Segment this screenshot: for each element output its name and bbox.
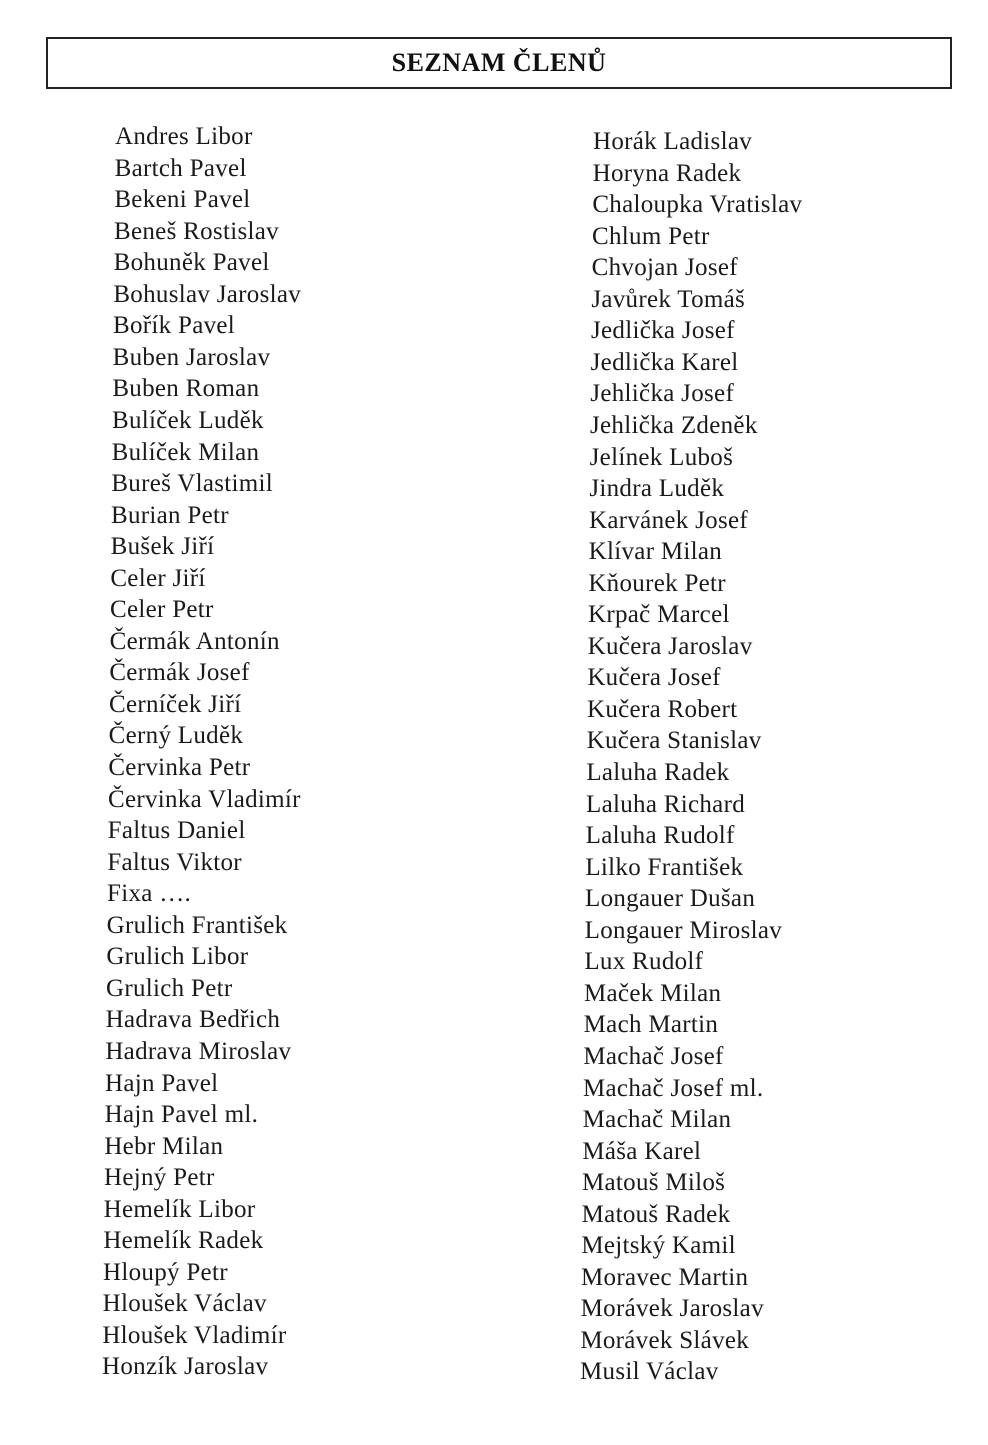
member-name: Celer Petr	[110, 596, 214, 624]
page-title: SEZNAM ČLENŮ	[391, 48, 607, 77]
member-name: Chlum Petr	[592, 222, 710, 250]
member-name: Kučera Robert	[587, 695, 738, 723]
member-name: Morávek Jaroslav	[580, 1295, 764, 1323]
member-name: Grulich Petr	[106, 974, 233, 1002]
member-name: Klívar Milan	[588, 538, 723, 566]
member-name: Máša Karel	[582, 1137, 702, 1165]
member-name: Hloupý Petr	[103, 1258, 228, 1286]
member-name: Burian Petr	[111, 501, 229, 529]
member-name: Chaloupka Vratislav	[592, 191, 803, 219]
member-name: Černíček Jiří	[109, 690, 242, 718]
member-name: Hadrava Miroslav	[105, 1037, 292, 1065]
member-name: Lilko František	[585, 853, 744, 881]
member-name: Moravec Martin	[581, 1263, 749, 1291]
member-name: Beneš Rostislav	[114, 217, 279, 245]
member-name: Hajn Pavel	[105, 1069, 219, 1097]
member-name: Kučera Josef	[587, 664, 721, 692]
member-name: Horyna Radek	[592, 159, 742, 187]
member-name: Honzík Jaroslav	[102, 1353, 269, 1381]
member-name: Horák Ladislav	[593, 128, 753, 155]
member-name: Hloušek Václav	[102, 1290, 267, 1318]
member-name: Červinka Petr	[108, 754, 251, 781]
member-name: Červinka Vladimír	[108, 785, 301, 813]
member-name: Karvánek Josef	[589, 506, 748, 534]
member-name: Musil Václav	[580, 1358, 719, 1386]
member-name: Faltus Viktor	[107, 848, 242, 876]
member-name: Jelínek Luboš	[589, 443, 734, 471]
member-name: Hajn Pavel ml.	[104, 1101, 259, 1129]
member-name: Černý Luděk	[108, 722, 244, 750]
member-name: Javůrek Tomáš	[591, 285, 746, 313]
member-name: Matouš Miloš	[582, 1169, 726, 1197]
member-name: Jindra Luděk	[589, 475, 725, 503]
member-name: Machač Josef ml.	[583, 1074, 764, 1102]
member-name: Machač Milan	[582, 1106, 732, 1134]
member-name: Hloušek Vladimír	[102, 1321, 287, 1349]
member-name: Bulíček Luděk	[112, 406, 264, 434]
member-name: Longauer Miroslav	[584, 916, 783, 944]
member-name: Mejtský Kamil	[581, 1232, 736, 1260]
member-name: Hemelík Libor	[103, 1195, 256, 1223]
member-name: Bureš Vlastimil	[111, 470, 274, 498]
member-name: Celer Jiří	[110, 564, 206, 592]
member-name: Fixa ….	[107, 880, 192, 908]
member-name: Faltus Daniel	[107, 817, 246, 845]
member-name: Čermák Antonín	[109, 627, 280, 655]
member-name: Jehlička Zdeněk	[590, 411, 758, 439]
member-name: Kňourek Petr	[588, 569, 726, 597]
member-name: Hemelík Radek	[103, 1227, 264, 1255]
member-name: Mach Martin	[583, 1011, 719, 1039]
member-name: Kučera Jaroslav	[587, 632, 753, 660]
member-name: Bekeni Pavel	[114, 186, 251, 214]
member-name: Jedlička Josef	[591, 317, 735, 345]
member-name: Laluha Richard	[586, 790, 745, 818]
member-name: Grulich Libor	[106, 943, 249, 971]
member-name: Buben Jaroslav	[112, 343, 271, 371]
member-name: Bořík Pavel	[113, 312, 236, 340]
member-name: Andres Libor	[115, 123, 253, 150]
member-name: Longauer Dušan	[585, 885, 756, 913]
member-name: Krpač Marcel	[588, 601, 730, 629]
member-name: Hadrava Bedřich	[105, 1006, 281, 1034]
member-name: Hebr Milan	[104, 1132, 224, 1160]
member-name: Chvojan Josef	[591, 254, 738, 282]
member-name: Bušek Jiří	[110, 533, 215, 561]
member-name: Bohuslav Jaroslav	[113, 280, 302, 308]
member-name: Buben Roman	[112, 375, 260, 403]
member-name: Kučera Stanislav	[586, 727, 762, 755]
member-name: Maček Milan	[584, 979, 722, 1007]
title-box	[46, 37, 952, 89]
member-name: Hejný Petr	[104, 1164, 215, 1192]
member-name: Bartch Pavel	[114, 154, 247, 182]
member-name: Bohuněk Pavel	[113, 249, 270, 277]
member-name: Jehlička Josef	[590, 380, 735, 408]
member-name: Jedlička Karel	[590, 348, 739, 376]
member-name: Laluha Rudolf	[585, 822, 735, 850]
member-name: Morávek Slávek	[580, 1326, 750, 1354]
member-name: Lux Rudolf	[584, 948, 704, 976]
member-name: Grulich František	[106, 911, 288, 939]
member-name: Machač Josef	[583, 1042, 724, 1070]
member-name: Bulíček Milan	[111, 438, 260, 466]
member-name: Čermák Josef	[109, 659, 250, 687]
member-name: Laluha Radek	[586, 759, 730, 786]
member-name: Matouš Radek	[581, 1200, 731, 1228]
